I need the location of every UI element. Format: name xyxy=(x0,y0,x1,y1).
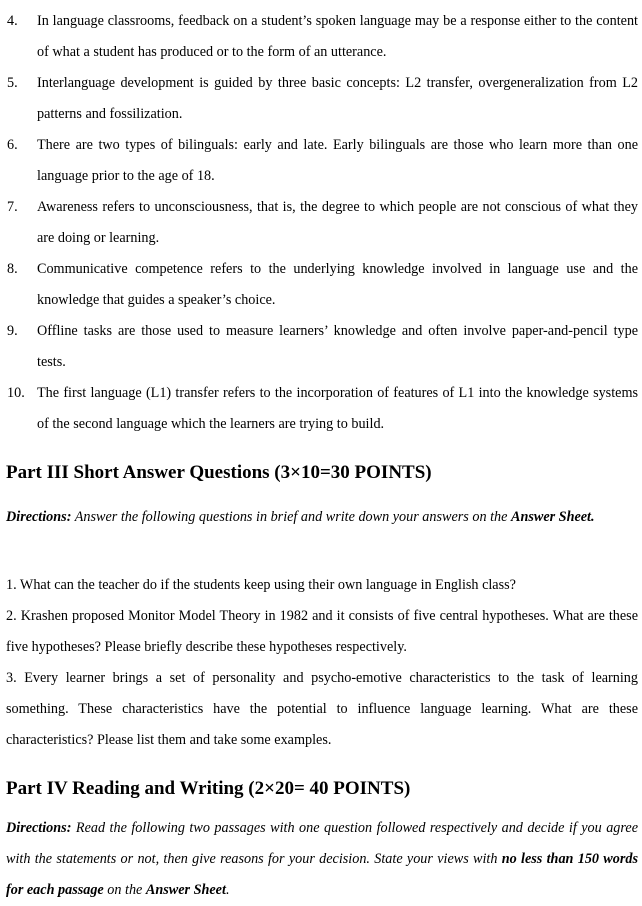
section-heading-part4: Part IV Reading and Writing (2×20= 40 POINTS) xyxy=(6,778,411,799)
short-answer-list xyxy=(6,570,638,756)
list-item xyxy=(0,378,638,440)
directions-emphasis: no less than 150 words for each passage xyxy=(6,851,638,898)
item-text: There are two types of bilinguals: early and late. Early bilinguals are those who learn more than one language prior to the age of 18. xyxy=(37,137,638,184)
section-heading-part3: Part III Short Answer Questions (3×10=30 POINTS) xyxy=(6,462,432,483)
directions-label: Directions: xyxy=(6,509,72,525)
item-text: Offline tasks are those used to measure learners’ knowledge and often involve paper-and-pencil type tests. xyxy=(37,323,638,370)
item-number: 10. xyxy=(7,385,25,401)
list-item xyxy=(0,192,638,254)
directions-emphasis: Answer Sheet xyxy=(145,882,226,898)
item-number: 7. xyxy=(7,199,18,215)
item-number: 6. xyxy=(7,137,18,153)
directions-text: . xyxy=(225,882,230,898)
list-item xyxy=(0,316,638,378)
question-item: 1. What can the teacher do if the students keep using their own language in English class? xyxy=(6,577,516,593)
part3-directions xyxy=(6,502,638,533)
directions-text: Read the following two passages with one question followed respectively and decide if you agree with the statements or not, then give reasons for your decision. State your views with xyxy=(6,820,638,867)
directions-text: on the xyxy=(103,882,146,898)
item-text: Communicative competence refers to the underlying knowledge involved in language use and the knowledge that guides a speaker’s choice. xyxy=(37,261,638,308)
item-text: The first language (L1) transfer refers to the incorporation of features of L1 into the knowledge systems of the second language which the learners are trying to build. xyxy=(37,385,638,432)
list-item xyxy=(0,68,638,130)
item-number: 8. xyxy=(7,261,18,277)
part4-directions xyxy=(6,813,638,906)
list-item xyxy=(0,6,638,68)
item-number: 9. xyxy=(7,323,18,339)
directions-label: Directions: xyxy=(6,820,72,836)
item-text: Awareness refers to unconsciousness, that is, the degree to which people are not conscious of what they are doing or learning. xyxy=(37,199,638,246)
directions-text: Answer the following questions in brief and write down your answers on the xyxy=(71,509,511,525)
item-number: 5. xyxy=(7,75,18,91)
true-false-list xyxy=(0,6,642,440)
item-text: Interlanguage development is guided by three basic concepts: L2 transfer, overgeneralization from L2 patterns and fossilization. xyxy=(37,75,638,122)
question-item: 3. Every learner brings a set of personality and psycho-emotive characteristics to the task of learning something. These characteristics have the potential to influence language learning. What are these characteristics? Please list them and take some examples. xyxy=(6,670,638,748)
list-item xyxy=(0,130,638,192)
item-text: In language classrooms, feedback on a student’s spoken language may be a response either to the content of what a student has produced or to the form of an utterance. xyxy=(37,13,638,60)
item-number: 4. xyxy=(7,13,18,29)
list-item xyxy=(0,254,638,316)
directions-emphasis: Answer Sheet. xyxy=(510,509,595,525)
question-item: 2. Krashen proposed Monitor Model Theory in 1982 and it consists of five central hypotheses. What are these five hypotheses? Please briefly describe these hypotheses respectively. xyxy=(6,608,638,655)
